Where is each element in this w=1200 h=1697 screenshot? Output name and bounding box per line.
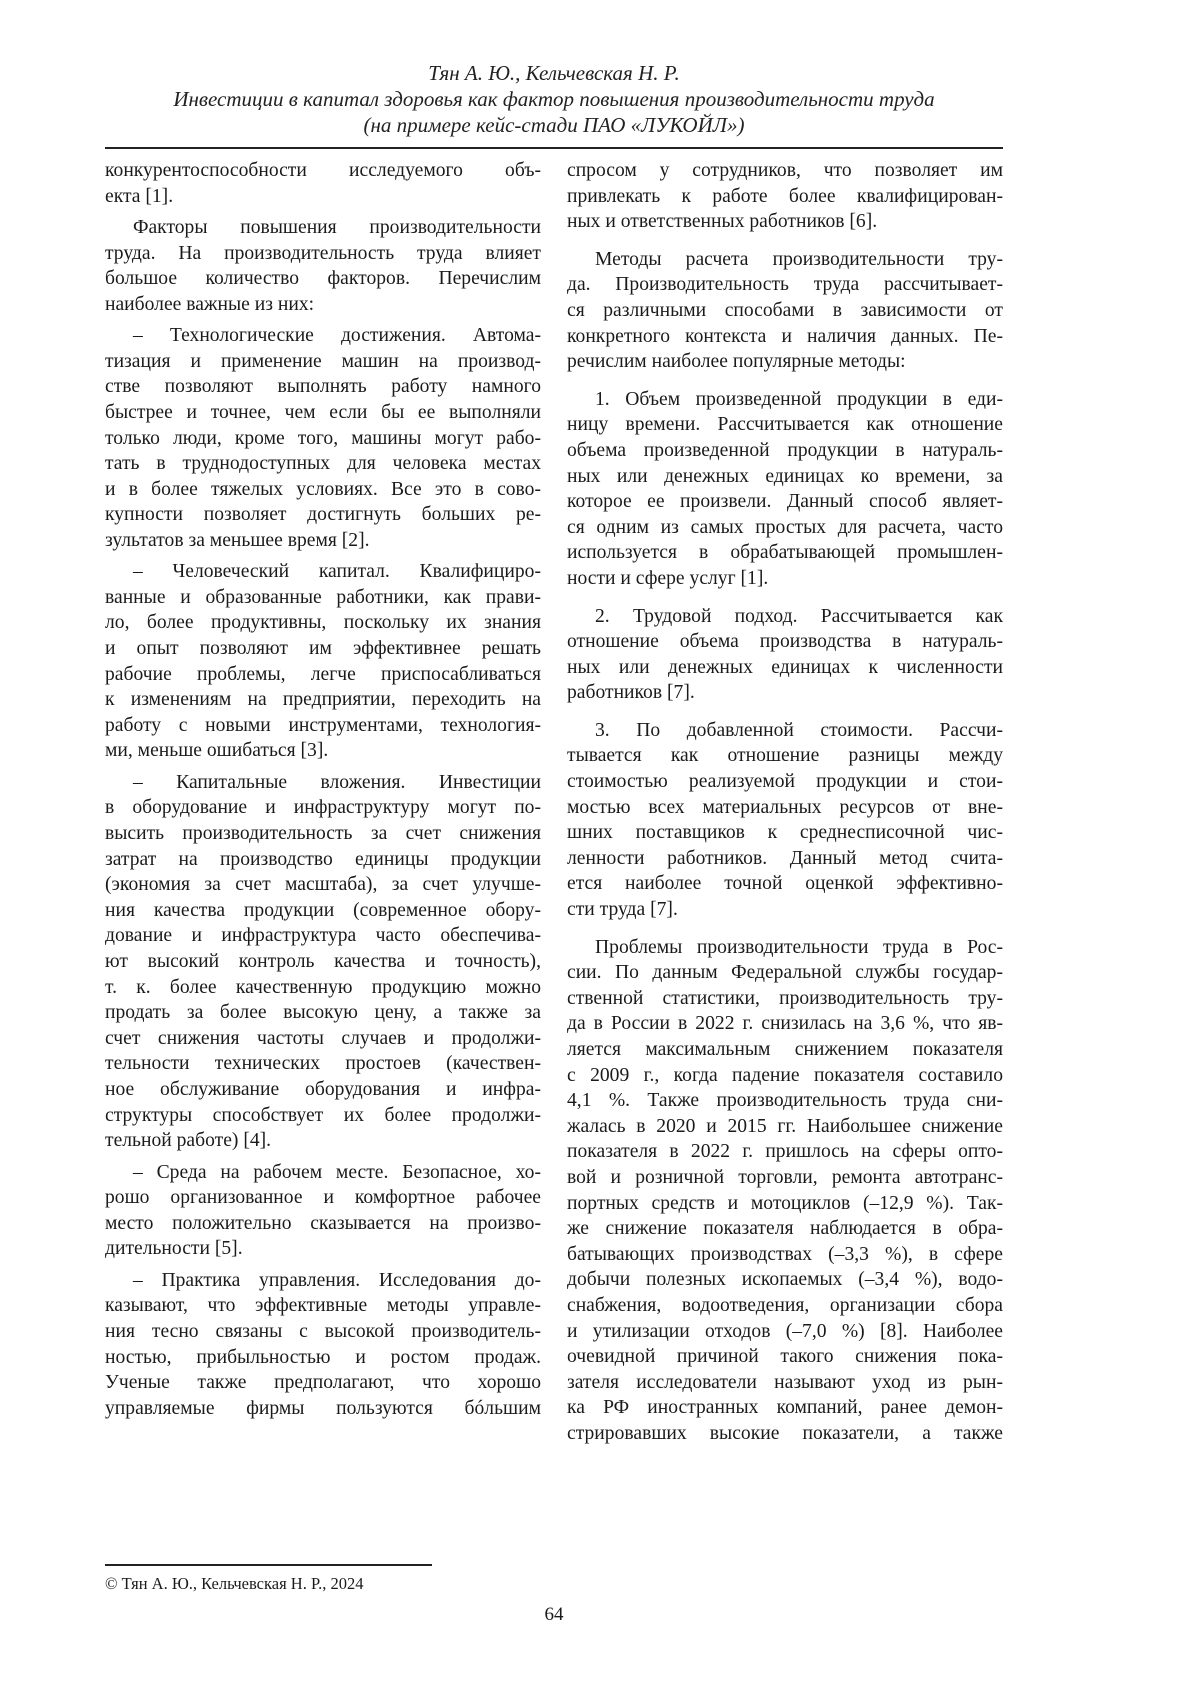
footnote-divider — [105, 1564, 432, 1566]
text-line: и опыт позволяют им эффективнее решать — [105, 636, 541, 662]
text-line: 4,1 %. Также производительность труда сни- — [567, 1088, 1003, 1114]
text-line: дительности [5]. — [105, 1236, 541, 1262]
text-line: жалась в 2020 и 2015 гг. Наибольшее снижение — [567, 1114, 1003, 1140]
text-line: ственной статистики, производительность тру- — [567, 986, 1003, 1012]
text-line: труда. На производительность труда влияет — [105, 241, 541, 267]
text-line: ностью, прибыльностью и ростом продаж. — [105, 1345, 541, 1371]
paragraph — [105, 215, 541, 317]
text-line: (экономия за счет масштаба), за счет улучше- — [105, 872, 541, 898]
text-line: Методы расчета производительности тру- — [567, 247, 1003, 273]
header-title: Инвестиции в капитал здоровья как фактор повышения производительности труда — [105, 86, 1003, 112]
text-line: работников [7]. — [567, 680, 1003, 706]
text-line: ное обслуживание оборудования и инфра- — [105, 1077, 541, 1103]
text-line: ности и сфере услуг [1]. — [567, 566, 1003, 592]
text-line: наиболее важные из них: — [105, 292, 541, 318]
running-header — [105, 60, 1003, 138]
text-line: работу с новыми инструментами, технология- — [105, 713, 541, 739]
text-line: же снижение показателя наблюдается в обра- — [567, 1216, 1003, 1242]
left-column — [105, 158, 541, 1421]
text-line: показателя в 2022 г. пришлось на сферы опто- — [567, 1139, 1003, 1165]
text-line: батывающих производствах (–3,3 %), в сфере — [567, 1242, 1003, 1268]
paragraph — [105, 323, 541, 553]
paragraph — [105, 1268, 541, 1422]
text-line: спросом у сотрудников, что позволяет им — [567, 158, 1003, 184]
text-line: – Капитальные вложения. Инвестиции — [105, 770, 541, 796]
text-line: только люди, кроме того, машины могут рабо- — [105, 426, 541, 452]
paragraph — [105, 158, 541, 209]
text-line: очевидной причиной такого снижения пока- — [567, 1344, 1003, 1370]
paragraph — [567, 247, 1003, 375]
text-line: ся различными способами в зависимости от — [567, 298, 1003, 324]
paragraph — [105, 770, 541, 1154]
text-line: стоимостью реализуемой продукции и стои- — [567, 769, 1003, 795]
text-line: и в более тяжелых условиях. Все это в сово- — [105, 477, 541, 503]
text-line: сти труда [7]. — [567, 897, 1003, 923]
text-line: добычи полезных ископаемых (–3,4 %), водо- — [567, 1267, 1003, 1293]
text-line: и утилизации отходов (–7,0 %) [8]. Наиболее — [567, 1319, 1003, 1345]
text-line: сии. По данным Федеральной службы государ- — [567, 960, 1003, 986]
text-line: ницу времени. Рассчитывается как отношение — [567, 412, 1003, 438]
text-line: конкретного контекста и наличия данных. Пе- — [567, 324, 1003, 350]
text-line: – Человеческий капитал. Квалифициро- — [105, 559, 541, 585]
text-line: речислим наиболее популярные методы: — [567, 349, 1003, 375]
text-line: ся одним из самых простых для расчета, часто — [567, 515, 1003, 541]
text-line: большое количество факторов. Перечислим — [105, 266, 541, 292]
text-line: 3. По добавленной стоимости. Рассчи- — [567, 718, 1003, 744]
text-line: ло, более продуктивны, поскольку их знания — [105, 610, 541, 636]
text-line: которое ее произвели. Данный способ являет- — [567, 489, 1003, 515]
text-line: к изменениям на предприятии, переходить на — [105, 687, 541, 713]
text-line: – Технологические достижения. Автома- — [105, 323, 541, 349]
text-line: купности позволяет достигнуть больших ре- — [105, 502, 541, 528]
text-line: казывают, что эффективные методы управле- — [105, 1293, 541, 1319]
text-line: портных средств и мотоциклов (–12,9 %). Так- — [567, 1191, 1003, 1217]
text-line: Проблемы производительности труда в Рос- — [567, 935, 1003, 961]
header-authors: Тян А. Ю., Кельчевская Н. Р. — [105, 60, 1003, 86]
text-line: ка РФ иностранных компаний, ранее демон- — [567, 1395, 1003, 1421]
text-line: т. к. более качественную продукцию можно — [105, 975, 541, 1001]
text-line: Факторы повышения производительности — [105, 215, 541, 241]
text-line: – Среда на рабочем месте. Безопасное, хо- — [105, 1160, 541, 1186]
text-line: быстрее и точнее, чем если бы ее выполняли — [105, 400, 541, 426]
text-line: стве позволяют выполнять работу намного — [105, 374, 541, 400]
text-line: зателя исследователи называют уход из рын- — [567, 1370, 1003, 1396]
text-line: тать в труднодоступных для человека местах — [105, 451, 541, 477]
text-line: тывается как отношение разницы между — [567, 743, 1003, 769]
text-line: место положительно сказывается на произво- — [105, 1211, 541, 1237]
text-line: продать за более высокую цену, а также за — [105, 1000, 541, 1026]
text-line: ванные и образованные работники, как прави- — [105, 585, 541, 611]
text-line: да. Производительность труда рассчитывает- — [567, 272, 1003, 298]
paragraph — [567, 935, 1003, 1447]
text-line: ных и ответственных работников [6]. — [567, 209, 1003, 235]
text-line: управляемые фирмы пользуются бóльшим — [105, 1396, 541, 1422]
text-line: тельности технических простоев (качествен- — [105, 1051, 541, 1077]
text-line: привлекать к работе более квалифицирован- — [567, 184, 1003, 210]
text-line: – Практика управления. Исследования до- — [105, 1268, 541, 1294]
text-line: в оборудование и инфраструктуру могут по- — [105, 795, 541, 821]
text-line: шних поставщиков к среднесписочной чис- — [567, 820, 1003, 846]
text-line: зультатов за меньшее время [2]. — [105, 528, 541, 554]
text-line: стрировавших высокие показатели, а также — [567, 1421, 1003, 1447]
paragraph — [567, 158, 1003, 235]
text-line: с 2009 г., когда падение показателя составило — [567, 1063, 1003, 1089]
right-column — [567, 158, 1003, 1447]
copyright-note: © Тян А. Ю., Кельчевская Н. Р., 2024 — [105, 1574, 363, 1594]
text-line: ют высокий контроль качества и точность), — [105, 949, 541, 975]
text-line: рабочие проблемы, легче приспосабливаться — [105, 662, 541, 688]
paragraph — [105, 1160, 541, 1262]
page-number: 64 — [0, 1604, 1108, 1626]
text-line: высить производительность за счет снижения — [105, 821, 541, 847]
text-line: счет снижения частоты случаев и продолжи- — [105, 1026, 541, 1052]
paragraph — [567, 387, 1003, 592]
text-line: затрат на производство единицы продукции — [105, 847, 541, 873]
text-line: мостью всех материальных ресурсов от вне- — [567, 795, 1003, 821]
text-line: снабжения, водоотведения, организации сбора — [567, 1293, 1003, 1319]
text-line: 1. Объем произведенной продукции в еди- — [567, 387, 1003, 413]
text-line: используется в обрабатывающей промышлен- — [567, 540, 1003, 566]
text-line: да в России в 2022 г. снизилась на 3,6 %, что яв- — [567, 1011, 1003, 1037]
text-line: Ученые также предполагают, что хорошо — [105, 1370, 541, 1396]
header-divider — [105, 147, 1003, 149]
text-line: конкурентоспособности исследуемого объ- — [105, 158, 541, 184]
text-line: тизация и применение машин на производ- — [105, 349, 541, 375]
text-line: 2. Трудовой подход. Рассчитывается как — [567, 604, 1003, 630]
text-line: отношение объема производства в натураль- — [567, 629, 1003, 655]
paragraph — [567, 604, 1003, 706]
text-line: ется наиболее точной оценкой эффективно- — [567, 871, 1003, 897]
text-line: ния тесно связаны с высокой производитель- — [105, 1319, 541, 1345]
text-line: рошо организованное и комфортное рабочее — [105, 1185, 541, 1211]
text-line: дование и инфраструктура часто обеспечива- — [105, 923, 541, 949]
text-line: ных или денежных единицах ко времени, за — [567, 464, 1003, 490]
text-line: ми, меньше ошибаться [3]. — [105, 738, 541, 764]
text-line: объема произведенной продукции в натураль- — [567, 438, 1003, 464]
text-line: тельной работе) [4]. — [105, 1128, 541, 1154]
header-subtitle: (на примере кейс-стади ПАО «ЛУКОЙЛ») — [105, 112, 1003, 138]
text-line: ных или денежных единицах к численности — [567, 655, 1003, 681]
paragraph — [105, 559, 541, 764]
text-line: ляется максимальным снижением показателя — [567, 1037, 1003, 1063]
paragraph — [567, 718, 1003, 923]
text-line: екта [1]. — [105, 184, 541, 210]
text-line: ния качества продукции (современное обору- — [105, 898, 541, 924]
text-line: ленности работников. Данный метод счита- — [567, 846, 1003, 872]
text-line: вой и розничной торговли, ремонта автотранс- — [567, 1165, 1003, 1191]
text-line: структуры способствует их более продолжи- — [105, 1103, 541, 1129]
